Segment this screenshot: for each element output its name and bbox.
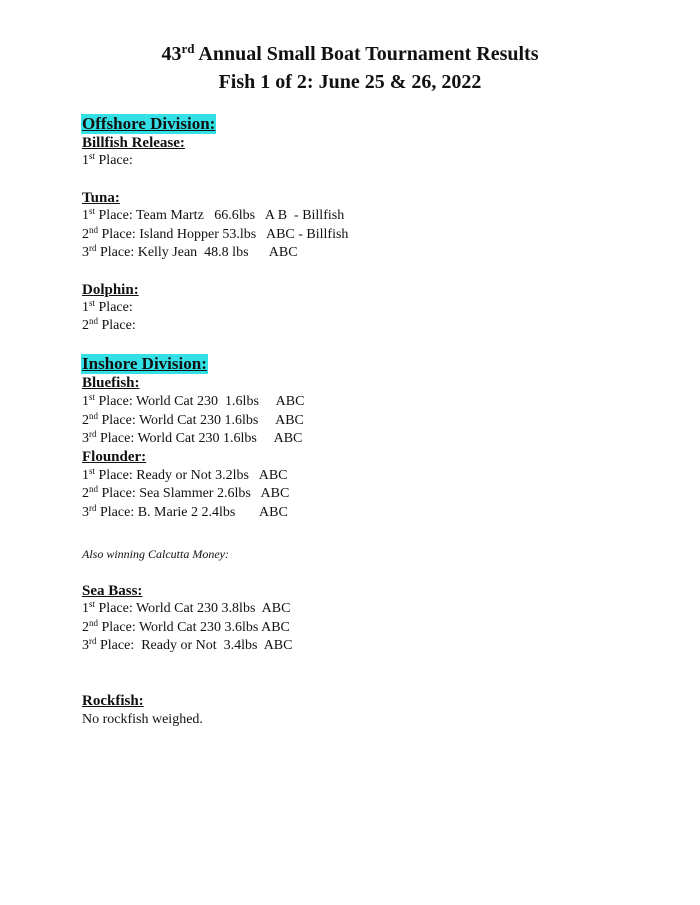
offshore-division-heading: Offshore Division:	[82, 114, 216, 133]
inshore-division-heading: Inshore Division:	[82, 354, 207, 373]
seabass-row-2: 2nd Place: World Cat 230 3.6lbs ABC	[82, 618, 290, 635]
billfish-row-1: 1st Place:	[82, 151, 133, 168]
calcutta-note: Also winning Calcutta Money:	[82, 547, 229, 561]
flounder-row-2: 2nd Place: Sea Slammer 2.6lbs ABC	[82, 484, 290, 501]
flounder-row-1: 1st Place: Ready or Not 3.2lbs ABC	[82, 466, 288, 483]
rockfish-heading: Rockfish:	[82, 693, 144, 709]
seabass-row-3: 3rd Place: Ready or Not 3.4lbs ABC	[82, 636, 293, 653]
seabass-row-1: 1st Place: World Cat 230 3.8lbs ABC	[82, 599, 291, 616]
tuna-row-2: 2nd Place: Island Hopper 53.lbs ABC - Billfish	[82, 225, 349, 242]
dolphin-row-2: 2nd Place:	[82, 316, 136, 333]
dolphin-row-1: 1st Place:	[82, 298, 133, 315]
tuna-row-1: 1st Place: Team Martz 66.6lbs A B - Billfish	[82, 206, 345, 223]
tuna-heading: Tuna:	[82, 190, 120, 206]
rockfish-text: No rockfish weighed.	[82, 712, 203, 727]
bluefish-heading: Bluefish:	[82, 375, 140, 391]
title-line-1: 43rd Annual Small Boat Tournament Results	[161, 41, 539, 65]
bluefish-row-3: 3rd Place: World Cat 230 1.6lbs ABC	[82, 429, 303, 446]
tuna-row-3: 3rd Place: Kelly Jean 48.8 lbs ABC	[82, 243, 298, 260]
title-line-2: Fish 1 of 2: June 25 & 26, 2022	[218, 71, 482, 93]
bluefish-row-2: 2nd Place: World Cat 230 1.6lbs ABC	[82, 411, 304, 428]
flounder-row-3: 3rd Place: B. Marie 2 2.4lbs ABC	[82, 503, 288, 520]
seabass-heading: Sea Bass:	[82, 583, 143, 599]
flounder-heading: Flounder:	[82, 449, 147, 465]
bluefish-row-1: 1st Place: World Cat 230 1.6lbs ABC	[82, 392, 305, 409]
billfish-heading: Billfish Release:	[82, 135, 185, 151]
dolphin-heading: Dolphin:	[82, 282, 139, 298]
